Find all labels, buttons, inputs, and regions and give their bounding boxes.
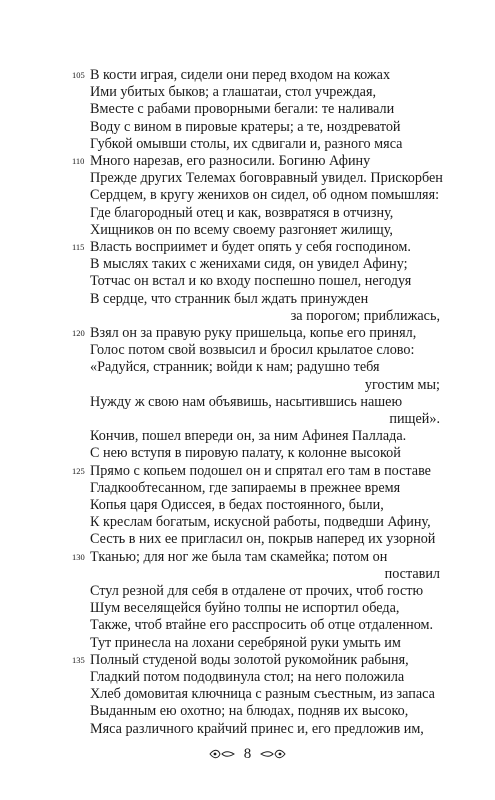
- poem-line: «Радуйся, странник; войди к нам; радушно тебя: [90, 359, 380, 376]
- poem-line: В кости играя, сидели они перед входом на кожах: [90, 67, 391, 83]
- poem-line: В мыслях таких с женихами сидя, он увидел Афину;: [90, 256, 408, 273]
- line-number: 125: [72, 465, 85, 476]
- poem-line: Хищников он по всему своему разгоняет жилищу,: [90, 221, 393, 238]
- poem-line: Тканью; для ног же была там скамейка; потом он: [90, 548, 388, 565]
- poem-line: Полный студеной воды золотой рукомойник рабыня,: [90, 651, 409, 668]
- poem-line: Хлеб домовитая ключница с разным съестным, из запаса: [90, 686, 435, 703]
- poem-line: Губкой омывши столы, их сдвигали и, разного мяса: [90, 135, 403, 152]
- poem-line: В сердце, что странник был ждать принужден: [90, 290, 369, 307]
- line-number: 115: [72, 242, 85, 252]
- line-number: 130: [72, 551, 85, 562]
- poem-line: Гладкообтесанном, где запираемы в прежнее время: [90, 479, 401, 496]
- poem-line: К креслам богатым, искусной работы, подведши Афину,: [90, 514, 431, 531]
- line-number: 135: [72, 654, 85, 665]
- line-number: 120: [72, 328, 85, 338]
- poem-line: Тотчас он встал и ко входу поспешно пошел, негодуя: [90, 273, 412, 290]
- poem-line: Ими убитых быков; а глашатаи, стол учреждая,: [90, 84, 377, 101]
- poem-line: Шум веселящейся буйно толпы не испортил обеда,: [90, 600, 400, 617]
- poem-line: С нею вступя в пировую палату, к колонне высокой: [90, 445, 401, 462]
- poem-line: Сердцем, в кругу женихов он сидел, об одном помышляя:: [90, 187, 440, 204]
- poem-line: Много нарезав, его разносили. Богиню Афину: [90, 153, 371, 169]
- page-number: 8: [243, 745, 252, 762]
- poem-line: Гладкий потом пододвинула стол; на него положила: [90, 669, 405, 685]
- line-number: 110: [72, 156, 85, 166]
- poem-line: Прямо с копьем подошел он и спрятал его там в поставе: [90, 462, 431, 479]
- poem-line-overflow: поставил: [384, 565, 440, 582]
- poem-line: Также, чтоб втайне его расспросить об отце отдаленном.: [90, 617, 434, 634]
- poem-line: Взял он за правую руку пришельца, копье его принял,: [90, 325, 417, 341]
- page-footer: [0, 745, 495, 763]
- poem-line: Где благородный отец и как, возвратяся в отчизну,: [90, 204, 394, 221]
- poem-line: Выданным ею охотно; на блюдах, подняв их высоко,: [90, 703, 409, 720]
- poem-line: Мяса различного крайчий принес и, его предложив им,: [90, 720, 424, 737]
- poem-line: Стул резной для себя в отдалене от прочих, чтоб гостю: [90, 583, 424, 599]
- poem-line-overflow: пищей».: [389, 411, 440, 427]
- ornament-right-icon: [259, 748, 287, 760]
- line-number: 105: [72, 70, 85, 80]
- poem-line: Власть восприимет и будет опять у себя господином.: [90, 239, 411, 255]
- poem-line: Голос потом свой возвысил и бросил крылатое слово:: [90, 342, 415, 359]
- ornament-left-icon: [208, 748, 236, 760]
- poem-line-overflow: за порогом; приближась,: [290, 307, 440, 324]
- poem-line: Прежде других Телемах боговравный увидел. Прискорбен: [90, 170, 443, 187]
- poem-line: Воду с вином в пировые кратеры; а те, ноздреватой: [90, 118, 401, 135]
- poem-line: Нужду ж свою нам объявишь, насытившись нашею: [90, 393, 403, 410]
- poem-line: Сесть в них ее пригласил он, покрыв наперед их узорной: [90, 531, 436, 548]
- poem-line-overflow: угостим мы;: [364, 376, 440, 393]
- poem-line: Вместе с рабами проворными бегали: те наливали: [90, 101, 395, 118]
- poem-line: Кончив, пошел впереди он, за ним Афинея Паллада.: [90, 428, 407, 445]
- poem-line: Тут принесла на лохани серебряной руки умыть им: [90, 634, 401, 651]
- poem-line: Копья царя Одиссея, в бедах постоянного, были,: [90, 497, 384, 513]
